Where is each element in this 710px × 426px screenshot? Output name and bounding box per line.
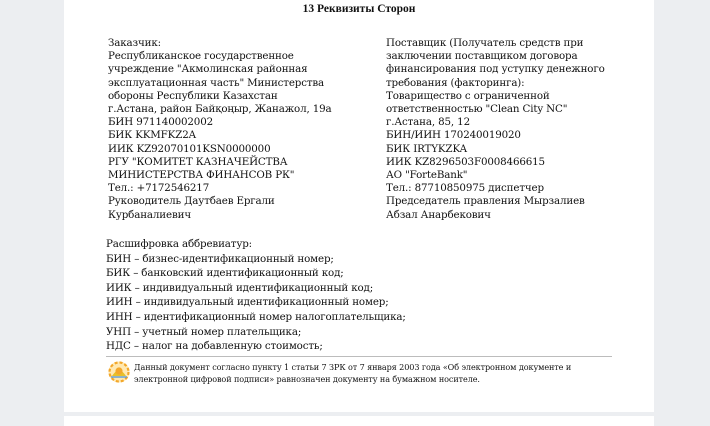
supplier-iik: ИИК KZ8296503F0008466615 xyxy=(386,155,545,168)
document-page xyxy=(64,0,654,412)
supplier-label: заключении поставщиком договора xyxy=(386,50,578,63)
supplier-head: Абзал Анарбекович xyxy=(386,208,491,221)
abbreviation-item: ИНН – идентификационный номер налогоплательщика; xyxy=(106,310,406,323)
supplier-phone: Тел.: 87710850975 диспетчер xyxy=(386,182,544,195)
customer-head: Руководитель Даутбаев Ергали xyxy=(108,195,275,208)
customer-name-line: Республиканское государственное xyxy=(108,50,294,63)
abbreviation-item: ИИК – индивидуальный идентификационный код; xyxy=(106,281,374,294)
supplier-bin: БИН/ИИН 170240019020 xyxy=(386,129,521,142)
abbreviation-item: БИН – бизнес-идентификационный номер; xyxy=(106,252,334,265)
customer-bin: БИН 971140002002 xyxy=(108,116,214,129)
customer-label: Заказчик: xyxy=(108,37,161,49)
supplier-name-line: ответственностью "Clean City NC" xyxy=(386,103,568,116)
customer-bik: БИК KKMFKZ2A xyxy=(108,129,196,142)
customer-iik: ИИК KZ92070101KSN0000000 xyxy=(108,142,271,155)
abbreviation-item: УНП – учетный номер плательщика; xyxy=(106,325,302,338)
abbreviations-list xyxy=(106,237,406,354)
customer-requisites xyxy=(108,37,340,222)
customer-phone: Тел.: +7172546217 xyxy=(108,182,210,195)
supplier-label: финансирования под уступку денежного xyxy=(386,63,605,76)
customer-name-line: обороны Республики Казахстан xyxy=(108,89,278,102)
abbreviation-item: БИК – банковский идентификационный код; xyxy=(106,267,344,280)
supplier-label: Поставщик (Получатель средств при xyxy=(386,37,584,49)
egov-stamp-icon xyxy=(108,361,130,383)
notice-line: электронной цифровой подписи» равнозначен документу на бумажном носителе. xyxy=(134,374,480,384)
customer-bank: РГУ "КОМИТЕТ КАЗНАЧЕЙСТВА xyxy=(108,155,288,168)
notice-line: Данный документ согласно пункту 1 статьи 7 ЗРК от 7 января 2003 года «Об электронном документе и xyxy=(134,362,572,372)
customer-bank: МИНИСТЕРСТВА ФИНАНСОВ РК" xyxy=(108,169,295,182)
abbreviation-item: ИИН – индивидуальный идентификационный номер; xyxy=(106,296,389,309)
next-page-edge xyxy=(64,416,654,426)
supplier-label: требования (факторинга): xyxy=(386,76,525,89)
footer-divider xyxy=(106,356,612,357)
abbreviation-item: НДС – налог на добавленную стоимость; xyxy=(106,340,323,353)
section-title: 13 Реквизиты Сторон xyxy=(302,3,416,15)
customer-address: г.Астана, район Байқоңыр, Жанажол, 19а xyxy=(108,103,332,116)
customer-head: Курбаналиевич xyxy=(108,208,191,221)
supplier-bank: АО "ForteBank" xyxy=(386,169,468,182)
supplier-head: Председатель правления Мырзалиев xyxy=(386,195,585,208)
abbreviations-heading: Расшифровка аббревиатур: xyxy=(106,238,253,250)
customer-name-line: учреждение "Акмолинская районная xyxy=(108,63,308,76)
customer-name-line: эксплуатационная часть" Министерства xyxy=(108,76,325,89)
supplier-requisites xyxy=(386,37,614,222)
supplier-name-line: Товарищество с ограниченной xyxy=(386,89,550,102)
supplier-bik: БИК IRTYKZKA xyxy=(386,142,467,155)
supplier-address: г.Астана, 85, 12 xyxy=(386,116,470,129)
electronic-signature-notice xyxy=(134,361,614,385)
